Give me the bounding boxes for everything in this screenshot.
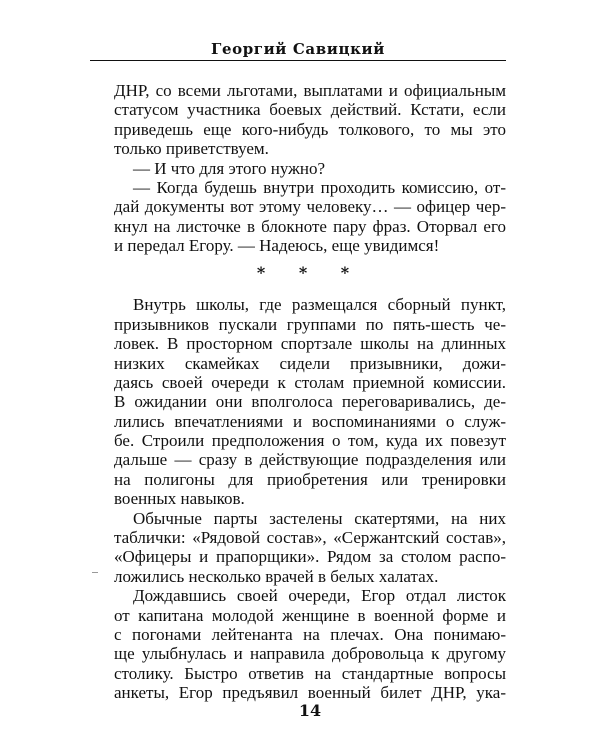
text-line: призывников пускали группами по пять-шесть че- bbox=[114, 314, 506, 334]
text-line: «Офицеры и прапорщики». Рядом за столом распо- bbox=[114, 547, 506, 567]
text-line: анкеты, Егор предъявил военный билет ДНР, ука- bbox=[114, 683, 506, 702]
text-line: лились впечатлениями и воспоминаниями о служ- bbox=[114, 411, 506, 431]
text-line: и передал Егору. — Надеюсь, еще увидимся! bbox=[114, 236, 440, 255]
text-line: — Когда будешь внутри проходить комиссию, от- bbox=[133, 177, 506, 197]
text-line: на полигоны для приобретения или тренировки bbox=[114, 469, 506, 489]
text-line: от капитана молодой женщине в военной форме и bbox=[114, 605, 506, 625]
text-line: только приветствуем. bbox=[114, 139, 269, 159]
text-line: приведешь еще кого-нибудь толкового, то мы это bbox=[114, 119, 506, 139]
text-line: Обычные парты застелены скатертями, на них bbox=[133, 508, 506, 528]
header-rule bbox=[90, 60, 506, 61]
text-line: ловек. В просторном спортзале школы на длинных bbox=[114, 334, 506, 354]
text-line: низких скамейках сидели призывники, дожи- bbox=[114, 353, 506, 373]
page-number: 14 bbox=[298, 701, 322, 720]
text-line: военных навыков. bbox=[114, 489, 245, 509]
text-line: бе. Строили предположения о том, куда их повезут bbox=[114, 431, 506, 451]
scan-speck bbox=[92, 572, 98, 573]
text-line: — И что для этого нужно? bbox=[133, 158, 326, 178]
text-line: ще улыбнулась и направила добровольца к другому bbox=[114, 644, 506, 664]
text-line: Внутрь школы, где размещался сборный пункт, bbox=[133, 295, 506, 315]
text-line: ложились несколько врачей в белых халатах. bbox=[114, 566, 439, 586]
section-break: * * * bbox=[256, 263, 364, 283]
text-line: таблички: «Рядовой состав», «Сержантский состав», bbox=[114, 528, 506, 547]
text-line: с погонами лейтенанта на плечах. Она понимаю- bbox=[114, 624, 506, 644]
text-line: кнул на листочке в блокноте пару фраз. Оторвал его bbox=[114, 216, 506, 236]
running-head-author: Георгий Савицкий bbox=[210, 40, 386, 58]
text-line: дай документы вот этому человеку… — офицер чер- bbox=[114, 197, 506, 217]
text-line: В ожидании они вполголоса переговаривались, де- bbox=[114, 392, 506, 412]
text-line: столику. Быстро ответив на стандартные вопросы bbox=[114, 663, 506, 683]
text-line: даясь своей очереди к столам приемной комиссии. bbox=[114, 372, 506, 392]
text-line: ДНР, со всеми льготами, выплатами и официальным bbox=[114, 81, 506, 100]
text-line: статусом участника боевых действий. Кстати, если bbox=[114, 100, 506, 120]
text-line: дальше — сразу в действующие подразделения или bbox=[114, 450, 506, 470]
text-line: Дождавшись своей очереди, Егор отдал листок bbox=[133, 586, 506, 606]
